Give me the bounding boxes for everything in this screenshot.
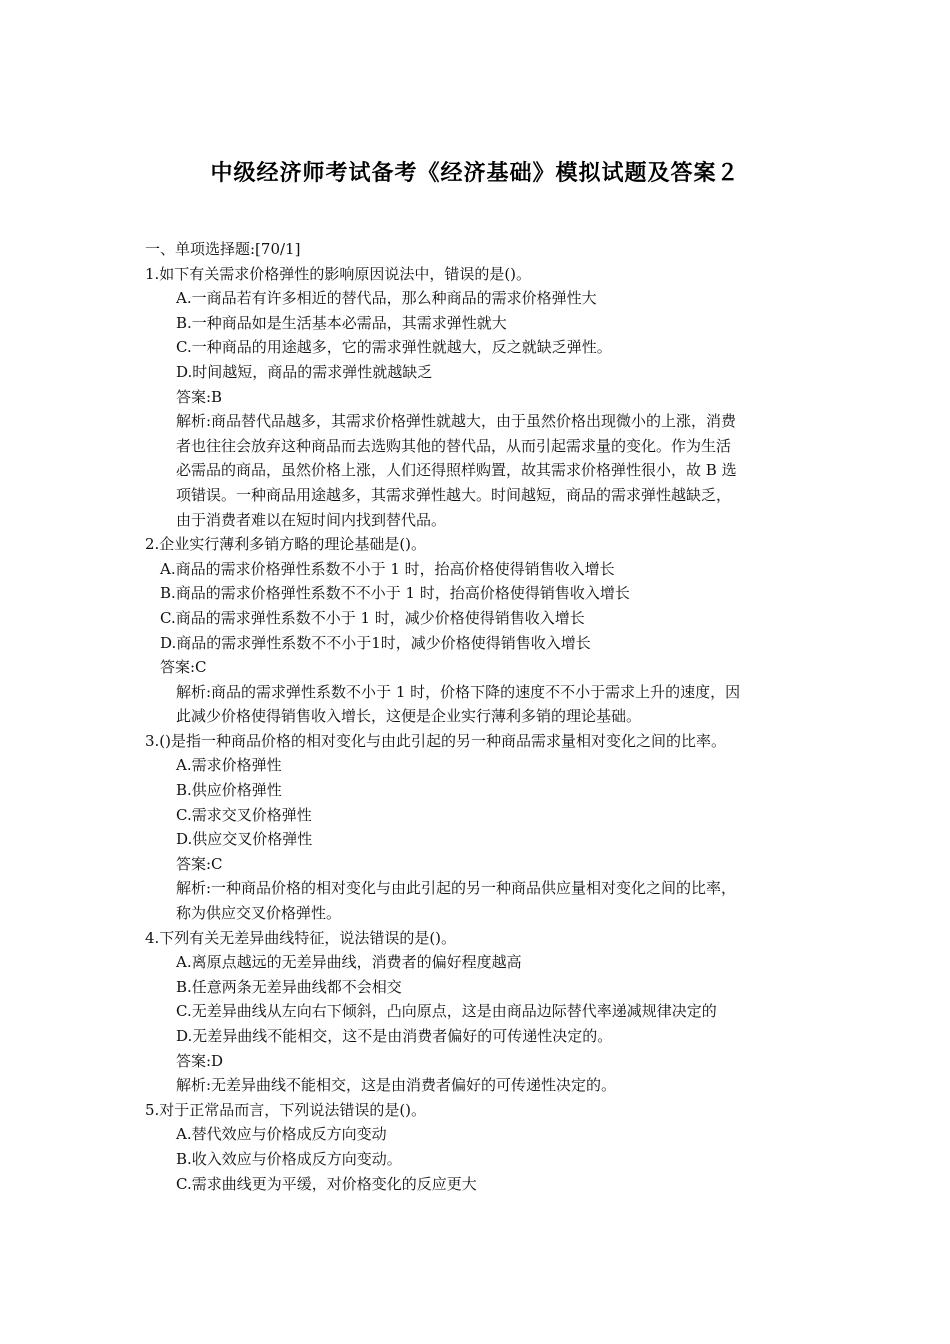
question-3-answer: 答案:C: [176, 854, 223, 873]
question-2-analysis-line: 此减少价格使得销售收入增长，这便是企业实行薄利多销的理论基础。: [176, 707, 642, 726]
question-1-stem: 1.如下有关需求价格弹性的影响原因说法中，错误的是()。: [145, 264, 532, 283]
question-3-option-c: C.需求交叉价格弹性: [176, 805, 312, 824]
question-2-option-a: A.商品的需求价格弹性系数不小于 1 时，抬高价格使得销售收入增长: [160, 559, 615, 578]
question-1-analysis-line: 由于消费者难以在短时间内找到替代品。: [176, 510, 447, 529]
document-title: 中级经济师考试备考《经济基础》模拟试题及答案２: [210, 161, 740, 186]
question-3-option-a: A.需求价格弹性: [176, 756, 282, 775]
question-4-option-d: D.无差异曲线不能相交，这不是由消费者偏好的可传递性决定的。: [176, 1027, 613, 1045]
question-3-analysis-line: 称为供应交叉价格弹性。: [176, 904, 342, 923]
question-1-option-b: B.一种商品如是生活基本必需品，其需求弹性就大: [176, 313, 507, 332]
question-2-stem: 2.企业实行薄利多销方略的理论基础是()。: [145, 535, 427, 554]
question-4-option-c: C.无差异曲线从左向右下倾斜，凸向原点，这是由商品边际替代率递减规律决定的: [176, 1002, 717, 1021]
question-4-stem: 4.下列有关无差异曲线特征，说法错误的是()。: [145, 928, 457, 947]
question-2-option-b: B.商品的需求价格弹性系数不不小于 1 时，抬高价格使得销售收入增长: [160, 584, 630, 603]
document-body: [145, 237, 815, 1196]
question-1-analysis-line: 必需品的商品，虽然价格上涨，人们还得照样购置，故其需求价格弹性很小，故 B 选: [176, 461, 737, 480]
question-2-answer: 答案:C: [160, 658, 207, 677]
question-1-option-d: D.时间越短，商品的需求弹性就越缺乏: [176, 362, 433, 381]
question-1-analysis-line: 解析:商品替代品越多，其需求价格弹性就越大，由于虽然价格出现微小的上涨，消费: [176, 412, 737, 431]
question-1-option-a: A.一商品若有许多相近的替代品，那么种商品的需求价格弹性大: [176, 289, 597, 308]
question-3-analysis-line: 解析:一种商品价格的相对变化与由此引起的另一种商品供应量相对变化之间的比率，: [176, 879, 737, 898]
section-heading: 一、单项选择题:[70/1]: [145, 240, 301, 258]
question-1-analysis-line: 者也往往会放弃这种商品而去选购其他的替代品，从而引起需求量的变化。作为生活: [176, 436, 732, 455]
question-4-analysis-line: 解析:无差异曲线不能相交，这是由消费者偏好的可传递性决定的。: [176, 1076, 617, 1095]
question-5-option-a: A.替代效应与价格成反方向变动: [176, 1125, 387, 1144]
question-3-option-b: B.供应价格弹性: [176, 781, 282, 800]
question-4-option-a: A.离原点越远的无差异曲线，消费者的偏好程度越高: [176, 953, 522, 972]
question-5-stem: 5.对于正常品而言，下列说法错误的是()。: [145, 1100, 427, 1119]
question-5-option-b: B.收入效应与价格成反方向变动。: [176, 1149, 402, 1168]
question-2-option-d: D.商品的需求弹性系数不不小于1时，减少价格使得销售收入增长: [160, 633, 591, 652]
question-3-option-d: D.供应交叉价格弹性: [176, 830, 313, 849]
question-1-answer: 答案:B: [176, 387, 223, 406]
question-2-analysis-line: 解析:商品的需求弹性系数不小于 1 时，价格下降的速度不不小于需求上升的速度，因: [176, 682, 741, 701]
question-1-analysis-line: 项错误。一种商品用途越多，其需求弹性越大。时间越短，商品的需求弹性越缺乏，: [176, 485, 732, 504]
question-4-option-b: B.任意两条无差异曲线都不会相交: [176, 977, 402, 996]
question-4-answer: 答案:D: [176, 1051, 224, 1070]
question-2-option-c: C.商品的需求弹性系数不小于 1 时，减少价格使得销售收入增长: [160, 608, 585, 627]
question-5-option-c: C.需求曲线更为平缓，对价格变化的反应更大: [176, 1174, 477, 1193]
question-1-option-c: C.一种商品的用途越多，它的需求弹性就越大，反之就缺乏弹性。: [176, 338, 612, 357]
question-3-stem: 3.()是指一种商品价格的相对变化与由此引起的另一种商品需求量相对变化之间的比率。: [145, 731, 727, 750]
